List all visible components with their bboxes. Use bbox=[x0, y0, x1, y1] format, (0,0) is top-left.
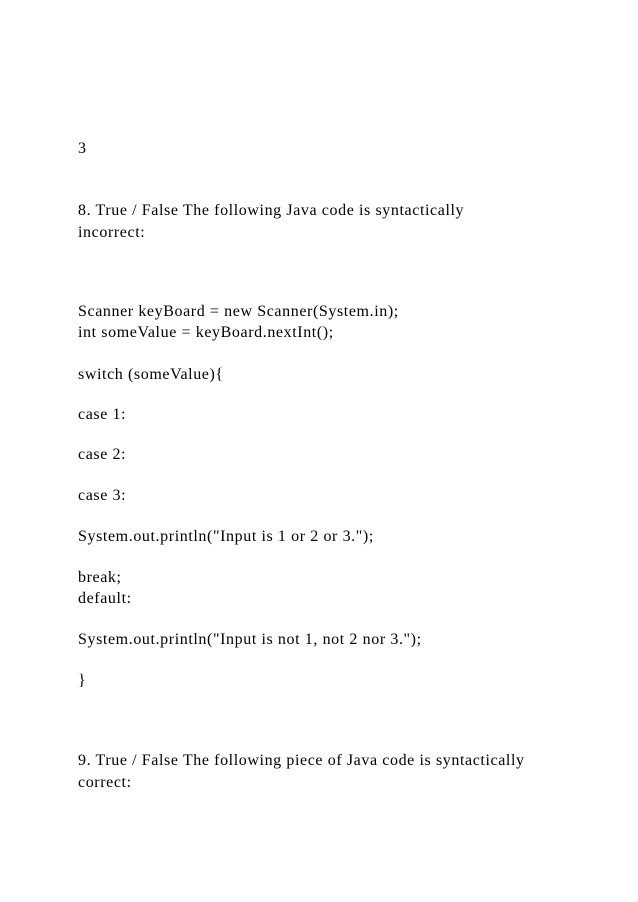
code-line-7: System.out.println("Input is 1 or 2 or 3."); bbox=[78, 528, 374, 545]
page-number: 3 bbox=[78, 140, 87, 157]
code-line-1: Scanner keyBoard = new Scanner(System.in); bbox=[78, 303, 399, 320]
code-line-9: default: bbox=[78, 590, 132, 607]
code-line-2: int someValue = keyBoard.nextInt(); bbox=[78, 324, 334, 341]
question-8-text-line-1: 8. True / False The following Java code is syntactically bbox=[78, 202, 465, 219]
question-9-text-line-1: 9. True / False The following piece of Java code is syntactically bbox=[78, 752, 525, 769]
code-line-5: case 2: bbox=[78, 446, 127, 463]
question-8-text-line-2: incorrect: bbox=[78, 224, 146, 241]
code-line-6: case 3: bbox=[78, 487, 127, 504]
code-line-4: case 1: bbox=[78, 406, 127, 423]
code-line-11: } bbox=[78, 672, 87, 689]
question-9-text-line-2: correct: bbox=[78, 774, 132, 791]
code-line-10: System.out.println("Input is not 1, not 2 nor 3."); bbox=[78, 631, 422, 648]
code-line-8: break; bbox=[78, 569, 122, 586]
code-line-3: switch (someValue){ bbox=[78, 366, 224, 383]
